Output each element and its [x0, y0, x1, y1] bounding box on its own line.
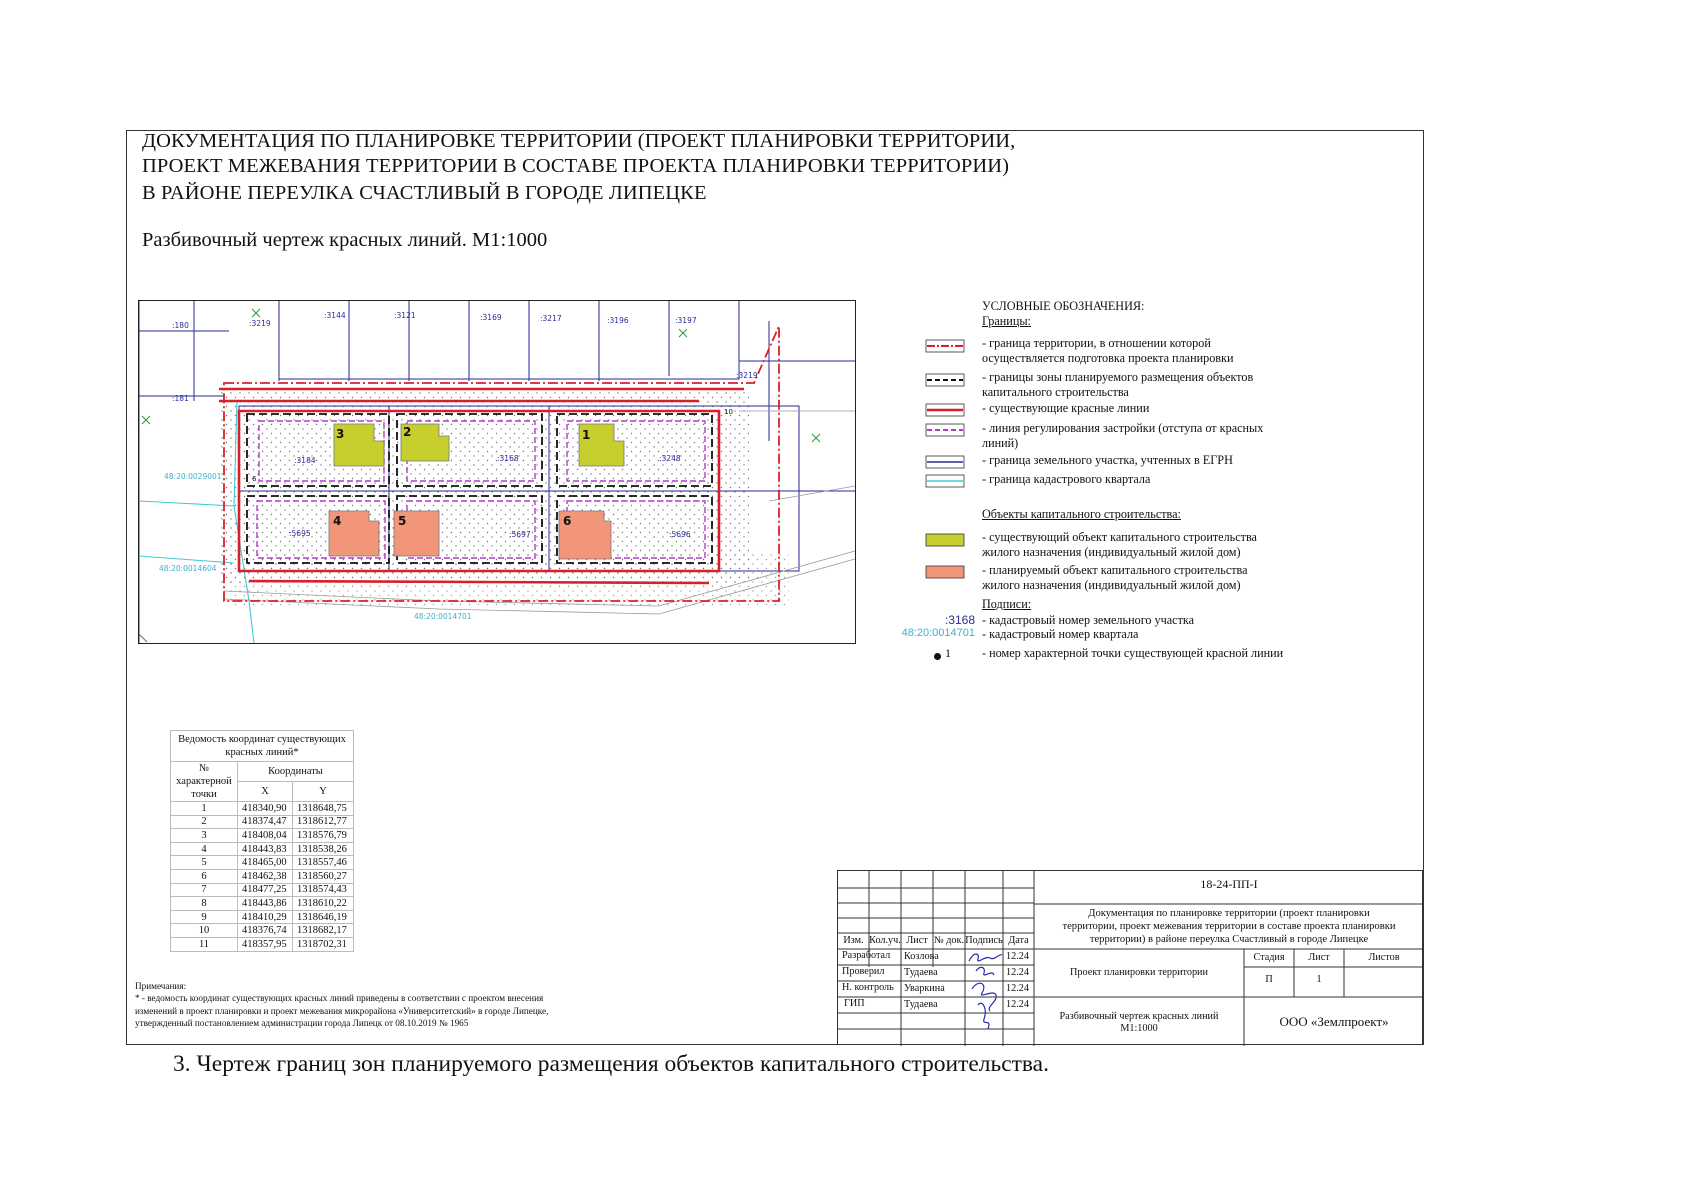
stamp-document-title-line-2: территории, проект межевания территории в составе проекта планировки	[1062, 921, 1396, 932]
column-header-point-line-1: № характерной	[176, 763, 232, 787]
figure-caption: 3. Чертеж границ зон планируемого размещения объектов капитального строительства.	[173, 1051, 1049, 1077]
quarter-label-0014701: 48:20:0014701	[414, 612, 472, 621]
legend-red-line-text: - существующие красные линии	[982, 401, 1150, 415]
building-number-5: 5	[398, 514, 407, 528]
stamp-name-developed: Козлова	[904, 951, 939, 962]
legend-sample-point-number: 1	[945, 646, 951, 660]
coordinates-cell-y: 1318648,75	[293, 802, 354, 816]
parcel-label-3144: :3144	[324, 311, 346, 320]
coordinates-table-row	[171, 815, 354, 829]
stamp-drawing-name-line-1: Разбивочный чертеж красных линий	[1059, 1011, 1219, 1022]
column-header-coordinates: Координаты	[238, 762, 354, 782]
legend-swatch-regulation	[925, 423, 965, 437]
legend-swatch-zone	[925, 373, 965, 387]
legend-parcel-text: - граница земельного участка, учтенных в ЕГРН	[982, 453, 1233, 467]
stamp-header-signature: Подпись	[965, 935, 1003, 946]
parcel-label-3197: :3197	[675, 316, 697, 325]
building-number-4: 4	[333, 514, 342, 528]
coordinates-table-title-line-2: красных линий*	[225, 747, 299, 758]
building-number-6: 6	[563, 514, 572, 528]
stamp-date-checked: 12.24	[1006, 967, 1029, 978]
coordinates-table-row	[171, 842, 354, 856]
drawing-subtitle: Разбивочный чертеж красных линий. М1:1000	[142, 229, 548, 251]
legend-quarter-text: - граница кадастрового квартала	[982, 472, 1151, 486]
coordinates-cell-x: 418376,74	[238, 924, 293, 938]
coordinates-cell-y: 1318682,17	[293, 924, 354, 938]
notes-heading: Примечания:	[135, 981, 187, 991]
stamp-header-doc: № док.	[933, 935, 965, 946]
site-plan-map	[138, 300, 856, 644]
legend-swatch-territory	[925, 339, 965, 353]
parcel-label-3184: :3184	[294, 456, 316, 465]
stamp-document-title	[1034, 907, 1424, 946]
parcel-label-3169: :3169	[480, 313, 502, 322]
coordinates-cell-y: 1318646,19	[293, 910, 354, 924]
coordinates-cell-y: 1318538,26	[293, 842, 354, 856]
parcel-label-180: :180	[172, 321, 189, 330]
stamp-stage-header: Стадия	[1253, 952, 1285, 963]
document-title-line-2: ПРОЕКТ МЕЖЕВАНИЯ ТЕРРИТОРИИ В СОСТАВЕ ПРОЕКТА ПЛАНИРОВКИ ТЕРРИТОРИИ)	[142, 155, 1010, 177]
column-header-y: Y	[293, 782, 354, 802]
legend-regulation-line-1: - линия регулирования застройки (отступа от красных	[982, 421, 1264, 435]
legend-sample-parcel-number: :3168	[944, 613, 975, 627]
coordinates-cell-point: 4	[171, 842, 238, 856]
coordinates-table-row	[171, 924, 354, 938]
coordinates-cell-point: 11	[171, 937, 238, 951]
stamp-name-norm-control: Уваркина	[904, 983, 945, 994]
coordinates-cell-x: 418410,29	[238, 910, 293, 924]
coordinates-cell-y: 1318612,77	[293, 815, 354, 829]
legend-swatch-parcel	[925, 455, 965, 469]
legend-zone-line-2: капитального строительства	[982, 385, 1129, 399]
parcel-label-3219: :3219	[249, 319, 271, 328]
coordinates-cell-point: 8	[171, 897, 238, 911]
coordinates-cell-y: 1318610,22	[293, 897, 354, 911]
coordinates-cell-x: 418477,25	[238, 883, 293, 897]
notes-line-1: * - ведомость координат существующих красных линий приведены в соответствии с проектом внесения	[135, 993, 544, 1004]
legend-swatch-existing	[925, 533, 965, 547]
coordinates-table-row	[171, 869, 354, 883]
quarter-label-0014604: 48:20:0014604	[159, 564, 217, 573]
parcel-label-3217: :3217	[540, 314, 562, 323]
parcel-label-3121: :3121	[394, 311, 416, 320]
coordinates-cell-x: 418357,95	[238, 937, 293, 951]
coordinates-cell-point: 6	[171, 869, 238, 883]
coordinates-table-row	[171, 897, 354, 911]
terrain-hatch-south	[229, 551, 789, 606]
stamp-date-norm-control: 12.24	[1006, 983, 1029, 994]
coordinates-table-body	[171, 802, 354, 952]
coordinates-table-row	[171, 829, 354, 843]
legend-planned-line-2: жилого назначения (индивидуальный жилой дом)	[982, 578, 1241, 592]
document-title-line-3: В РАЙОНЕ ПЕРЕУЛКА СЧАСТЛИВЫЙ В ГОРОДЕ ЛИПЕЦКЕ	[142, 182, 707, 204]
stamp-document-code: 18-24-ПП-I	[1200, 877, 1258, 891]
legend-existing-line-1: - существующий объект капитального строительства	[982, 530, 1257, 544]
legend-zone-line-1: - границы зоны планируемого размещения объектов	[982, 370, 1254, 384]
coordinates-cell-x: 418462,38	[238, 869, 293, 883]
coordinates-table-row	[171, 802, 354, 816]
coordinates-table	[170, 730, 354, 952]
stamp-role-chief-engineer: ГИП	[844, 998, 865, 1009]
coordinates-cell-x: 418374,47	[238, 815, 293, 829]
stamp-header-list: Лист	[906, 935, 928, 946]
coordinates-cell-y: 1318557,46	[293, 856, 354, 870]
legend-swatch-quarter	[925, 474, 965, 488]
coordinates-table-row	[171, 910, 354, 924]
legend-sample-quarter-number: 48:20:0014701	[901, 627, 975, 639]
stamp-header-izm: Изм.	[843, 935, 864, 946]
stamp-header-kol: Кол.уч.	[869, 935, 901, 946]
legend-existing-line-2: жилого назначения (индивидуальный жилой дом)	[982, 545, 1241, 559]
document-title-line-1: ДОКУМЕНТАЦИЯ ПО ПЛАНИРОВКЕ ТЕРРИТОРИИ (ПРОЕКТ ПЛАНИРОВКИ ТЕРРИТОРИИ,	[142, 130, 1016, 152]
coordinates-cell-point: 5	[171, 856, 238, 870]
parcel-label-3219-east: :3219	[736, 371, 758, 380]
parcel-label-5697: :5697	[509, 530, 531, 539]
legend-swatch-planned	[925, 565, 965, 579]
parcel-label-3196: :3196	[607, 316, 629, 325]
legend-heading: УСЛОВНЫЕ ОБОЗНАЧЕНИЯ:	[982, 299, 1145, 313]
legend-section-borders: Границы:	[982, 314, 1031, 328]
legend-swatch-red-line	[925, 403, 965, 417]
parcel-label-5695: :5695	[289, 529, 311, 538]
coordinates-cell-x: 418465,00	[238, 856, 293, 870]
stamp-name-checked: Тудаева	[904, 967, 938, 978]
column-header-x: X	[238, 782, 293, 802]
stamp-header-date: Дата	[1008, 935, 1029, 946]
coordinates-cell-x: 418443,83	[238, 842, 293, 856]
building-number-2: 2	[403, 425, 412, 439]
stamp-role-checked: Проверил	[842, 966, 885, 977]
signatures-image	[966, 949, 1004, 1034]
legend-section-labels: Подписи:	[982, 597, 1032, 611]
stamp-sheet-value: 1	[1316, 974, 1322, 985]
stamp-document-title-line-3: территории) в районе переулка Счастливый в городе Липецке	[1089, 934, 1369, 945]
coordinates-cell-point: 2	[171, 815, 238, 829]
stamp-sheet-header: Лист	[1308, 952, 1330, 963]
coordinates-table-title-line-1: Ведомость координат существующих	[178, 734, 346, 745]
coordinates-cell-y: 1318576,79	[293, 829, 354, 843]
coordinates-table-row	[171, 883, 354, 897]
coordinates-cell-y: 1318574,43	[293, 883, 354, 897]
stamp-role-developed: Разработал	[842, 950, 891, 961]
stamp-drawing-name-line-2: М1:1000	[1120, 1023, 1158, 1034]
coordinates-table-row	[171, 856, 354, 870]
stamp-document-title-line-1: Документация по планировке территории (проект планировки	[1088, 908, 1370, 919]
quarter-label-0029001: 48:20:0029001	[164, 472, 222, 481]
stamp-company-name: ООО «Землпроект»	[1279, 1014, 1389, 1029]
stamp-stage-value: П	[1265, 974, 1273, 985]
legend-territory-line-2: осуществляется подготовка проекта планировки	[982, 351, 1234, 365]
parcel-label-3248: :3248	[659, 454, 681, 463]
legend-planned-line-1: - планируемый объект капитального строительства	[982, 563, 1248, 577]
coordinates-cell-point: 9	[171, 910, 238, 924]
column-header-point-line-2: точки	[191, 789, 217, 800]
notes-block	[135, 980, 548, 1029]
point-label-6: 6	[252, 475, 257, 483]
coordinates-cell-point: 10	[171, 924, 238, 938]
title-block	[837, 870, 1423, 1045]
legend-regulation-line-2: линий)	[982, 436, 1019, 450]
legend-point-text: - номер характерной точки существующей красной линии	[982, 646, 1284, 660]
notes-line-3: утвержденный постановлением администрации города Липецк от 08.10.2019 № 1965	[135, 1017, 469, 1028]
column-header-point	[171, 762, 238, 802]
parcel-label-3168: :3168	[497, 454, 519, 463]
coordinates-cell-point: 1	[171, 802, 238, 816]
coordinates-table-row	[171, 937, 354, 951]
coordinates-cell-x: 418340,90	[238, 802, 293, 816]
legend-territory-line-1: - граница территории, в отношении которой	[982, 336, 1211, 350]
stamp-role-norm-control: Н. контроль	[842, 982, 894, 993]
coordinates-cell-point: 7	[171, 883, 238, 897]
coordinates-cell-y: 1318702,31	[293, 937, 354, 951]
notes-line-2: изменений в проект планировки и проект межевания микрорайона «Университетский» в городе Липецке,	[135, 1005, 549, 1016]
stamp-date-developed: 12.24	[1006, 951, 1029, 962]
legend-quarter-number-text: - кадастровый номер квартала	[982, 627, 1139, 641]
point-label-10: 10	[724, 408, 733, 416]
point-marker-icon	[934, 653, 941, 660]
stamp-project-name: Проект планировки территории	[1070, 967, 1208, 978]
legend-parcel-number-text: - кадастровый номер земельного участка	[982, 613, 1195, 627]
legend-section-objects: Объекты капитального строительства:	[982, 507, 1181, 521]
stamp-sheets-header: Листов	[1368, 952, 1400, 963]
coordinates-cell-y: 1318560,27	[293, 869, 354, 883]
parcel-label-5696: :5696	[669, 530, 691, 539]
coordinates-table-title	[171, 731, 354, 762]
parcel-label-181: :181	[172, 394, 189, 403]
coordinates-cell-x: 418408,04	[238, 829, 293, 843]
coordinates-cell-point: 3	[171, 829, 238, 843]
building-number-1: 1	[582, 428, 591, 442]
building-number-3: 3	[336, 427, 345, 441]
stamp-drawing-name	[1034, 1011, 1244, 1035]
coordinates-cell-x: 418443,86	[238, 897, 293, 911]
stamp-date-chief-engineer: 12.24	[1006, 999, 1029, 1010]
stamp-name-chief-engineer: Тудаева	[904, 999, 938, 1010]
